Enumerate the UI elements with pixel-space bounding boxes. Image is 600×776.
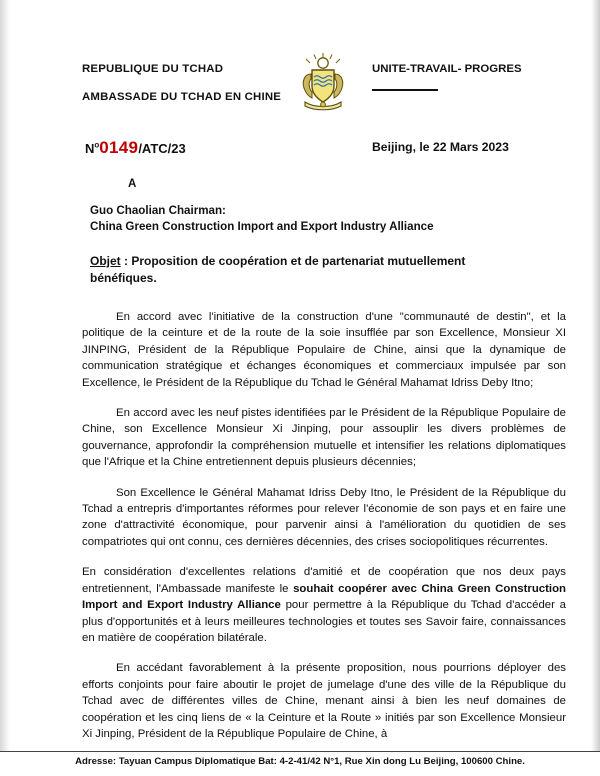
letterhead xyxy=(82,62,566,114)
reference-prefix-sup: o xyxy=(94,140,100,150)
embassy-name: AMBASSADE DU TCHAD EN CHINE xyxy=(82,91,282,103)
reference-number xyxy=(85,138,186,158)
body-paragraph-3: Son Excellence le Général Mahamat Idriss Deby Itno, le Président de la République du Tchad a entrepris d'importantes réformes pour relever l'économie de son pays et en faire une zone d'attractivité économique, pour parvenir ainsi à l'amélioration du quotidien de ses compatriotes qui ont connu, ces dernières décennies, des crises sociopolitiques récurrentes. xyxy=(82,486,566,548)
letterhead-left xyxy=(82,62,297,104)
body-paragraph-2: En accord avec les neuf pistes identifiées par le Président de la République Populaire de Chine, son Excellence Monsieur Xi Jinping, pour assouplir les divers problèmes de gouvernance, approfondir la compréhension mutuelle et intensifier les relations diplomatiques que l'Afrique et la Chine entretiennent depuis plusieurs décennies; xyxy=(82,407,566,469)
page-footer xyxy=(0,751,600,776)
chad-coat-of-arms-icon xyxy=(292,52,354,114)
motto-underline xyxy=(372,89,438,91)
reference-suffix: /ATC/23 xyxy=(138,141,186,156)
reference-prefix: N xyxy=(85,141,95,156)
place-and-date: Beijing, le 22 Mars 2023 xyxy=(372,140,509,154)
body-paragraph-4-part2: pour permettre à la République du Tchad d'accéder a plus d'opportunités et à leurs meilleures technologies et toutes ses Savoir faire, connaissances en matière de coopération bilatérale. xyxy=(82,599,566,644)
reference-number-value: 0149 xyxy=(99,138,139,157)
addressee-organization: China Green Construction Import and Export Industry Alliance xyxy=(90,220,434,233)
subject-text: : Proposition de coopération et de partenariat mutuellement bénéfiques. xyxy=(90,254,466,285)
addressee-name: Guo Chaolian Chairman: xyxy=(90,204,226,217)
body-paragraph-1: En accord avec l'initiative de la construction d'une "communauté de destin", et la politique de la ceinture et de la route de la soie insufflée par son Excellence, Monsieur XI JINPING, Président de la République Populaire de Chine, ainsi que la dynamique de communication stratégique et échanges économiques et commerciaux impulsée par son Excellence, le Président de la République du Tchad le Général Mahamat Idriss Deby Itno; xyxy=(82,311,566,389)
attention-marker: A xyxy=(128,178,137,190)
addressee-block xyxy=(90,203,566,235)
reference-line xyxy=(82,138,566,160)
body-paragraph-4-bold: souhait coopérer avec China Green Construction Import and Export Industry Alliance xyxy=(82,582,566,612)
document-content xyxy=(0,62,600,742)
subject-line xyxy=(90,253,520,287)
country-name: REPUBLIQUE DU TCHAD xyxy=(82,63,224,75)
embassy-address: Adresse: Tayuan Campus Diplomatique Bat: 4-2-41/42 N°1, Rue Xin dong Lu Beijing, 100600 Chine. xyxy=(75,756,525,767)
body-paragraph-4-part1: En considération d'excellentes relations d'amitié et de coopération que nos deux pays entretiennent, l'Ambassade manifeste le xyxy=(82,566,566,595)
national-motto: UNITE-TRAVAIL- PROGRES xyxy=(372,63,522,75)
body-paragraph-5: En accédant favorablement à la présente proposition, nous pourrions déployer des efforts conjoints pour faire aboutir le projet de jumelage d'une des ville de la République du Tchad avec de différentes villes de Chine, menant ainsi à bien les neuf domaines de coopération et les cinq liens de « la Ceinture et la Route » initiés par son Excellence Monsieur Xi Jinping, Président de la République Populaire de Chine, à xyxy=(82,662,566,740)
subject-label: Objet xyxy=(90,254,121,268)
letterhead-right xyxy=(372,62,572,91)
letter-body xyxy=(82,309,566,742)
body-paragraph-4 xyxy=(82,564,566,646)
